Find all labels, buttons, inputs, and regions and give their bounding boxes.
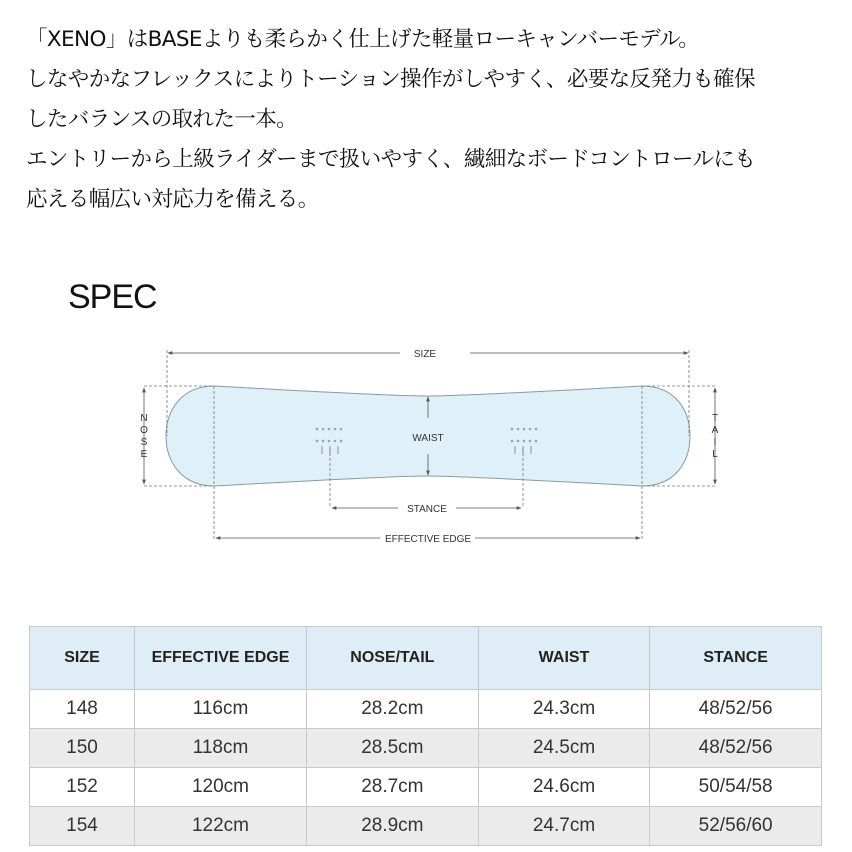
header-waist: WAIST	[478, 627, 650, 690]
header-effective-edge: EFFECTIVE EDGE	[135, 627, 307, 690]
cell-effective-edge: 122cm	[135, 807, 307, 846]
description-line: したバランスの取れた一本。	[26, 107, 298, 132]
cell-stance: 50/54/58	[650, 768, 822, 807]
cell-size: 152	[30, 768, 135, 807]
cell-effective-edge: 118cm	[135, 729, 307, 768]
table-row	[30, 729, 822, 768]
header-stance: STANCE	[650, 627, 822, 690]
table-row	[30, 768, 822, 807]
table-row	[30, 807, 822, 846]
cell-size: 154	[30, 807, 135, 846]
waist-label: WAIST	[412, 433, 444, 444]
cell-effective-edge: 116cm	[135, 690, 307, 729]
cell-size: 150	[30, 729, 135, 768]
cell-nose-tail: 28.2cm	[306, 690, 478, 729]
cell-waist: 24.6cm	[478, 768, 650, 807]
board-spec-diagram	[130, 340, 730, 555]
cell-nose-tail: 28.9cm	[306, 807, 478, 846]
cell-waist: 24.7cm	[478, 807, 650, 846]
description-line: 「XENO」はBASEよりも柔らかく仕上げた軽量ローキャンバーモデル。	[26, 27, 700, 52]
spec-table	[29, 626, 822, 846]
table-row	[30, 690, 822, 729]
cell-nose-tail: 28.5cm	[306, 729, 478, 768]
cell-nose-tail: 28.7cm	[306, 768, 478, 807]
size-label: SIZE	[413, 349, 437, 360]
description-line: しなやかなフレックスによりトーション操作がしやすく、必要な反発力も確保	[26, 67, 755, 92]
cell-effective-edge: 120cm	[135, 768, 307, 807]
header-nose-tail: NOSE/TAIL	[306, 627, 478, 690]
cell-waist: 24.3cm	[478, 690, 650, 729]
cell-size: 148	[30, 690, 135, 729]
cell-stance: 48/52/56	[650, 690, 822, 729]
spec-heading: SPEC	[68, 278, 157, 316]
table-header-row	[30, 627, 822, 690]
cell-stance: 48/52/56	[650, 729, 822, 768]
description-line: エントリーから上級ライダーまで扱いやすく、繊細なボードコントロールにも	[26, 147, 756, 172]
product-description	[26, 20, 836, 220]
cell-stance: 52/56/60	[650, 807, 822, 846]
header-size: SIZE	[30, 627, 135, 690]
description-line: 応える幅広い対応力を備える。	[26, 187, 319, 212]
effective-edge-label: EFFECTIVE EDGE	[384, 534, 472, 545]
stance-label: STANCE	[407, 504, 447, 515]
cell-waist: 24.5cm	[478, 729, 650, 768]
nose-label: N O S E	[140, 413, 148, 460]
tail-label: T A I L	[711, 413, 719, 460]
